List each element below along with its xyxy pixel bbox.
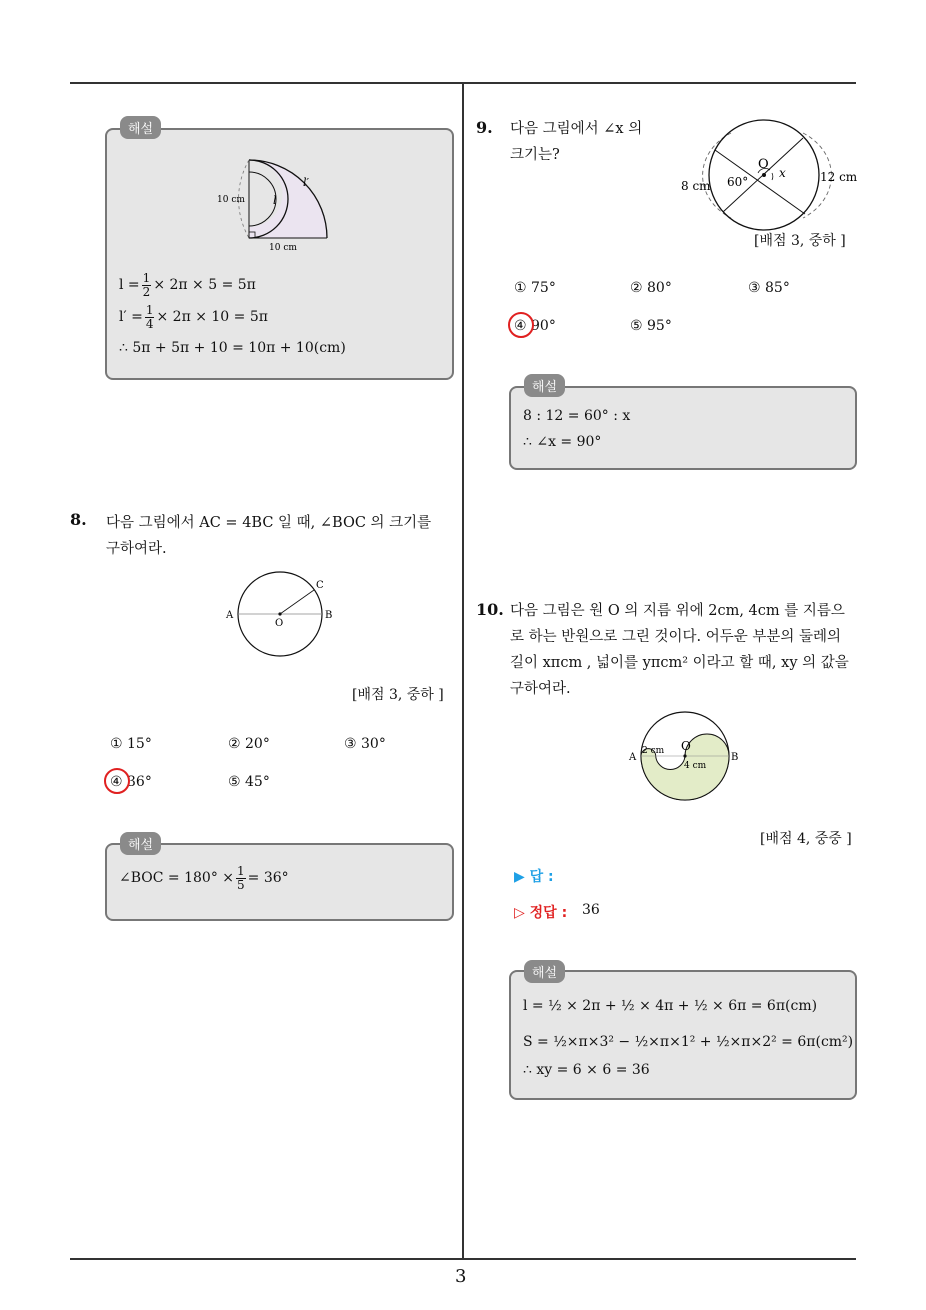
q9-label-left: 8 cm <box>681 179 711 193</box>
q8-label-C: C <box>316 580 324 591</box>
q8-choice-5[interactable]: ⑤ 45° <box>228 774 270 790</box>
q7-formula-1: l = $\frac{1}{2}$ × 2π × 5 = 5π <box>119 271 256 299</box>
q10-points: [배점 4, 중중 ] <box>760 831 852 847</box>
q8-label-O: O <box>275 618 284 629</box>
q10-correct-value: 36 <box>582 902 600 918</box>
q9-formula-2: ∴ ∠x = 90° <box>523 434 602 450</box>
q10-formula-2: S = ½×π×3² − ½×π×1² + ½×π×2² = 6π(cm²) <box>523 1034 854 1050</box>
q7-label-l-prime: l′ <box>303 176 310 189</box>
column-divider <box>462 84 464 1258</box>
q8-explanation-box <box>105 843 454 921</box>
q10-text-line3: 길이 xπcm , 넓이를 yπcm² 이라고 할 때, xy 의 값을 <box>510 655 849 671</box>
q9-formula-1: 8 : 12 = 60° : x <box>523 408 631 424</box>
q9-points: [배점 3, 중하 ] <box>754 233 846 249</box>
q10-label-B: B <box>731 752 739 763</box>
q8-text-line1: 다음 그림에서 AC = 4BC 일 때, ∠BOC 의 크기를 <box>106 515 432 531</box>
q7-semicircle-inner <box>249 172 276 226</box>
q8-text-line2: 구하여라. <box>106 541 167 557</box>
q8-choice-2[interactable]: ② 20° <box>228 736 270 752</box>
q8-choice-3[interactable]: ③ 30° <box>344 736 386 752</box>
q8-choice-1[interactable]: ① 15° <box>110 736 152 752</box>
q7-explanation-tag: 해설 <box>120 116 161 139</box>
q10-text-line1: 다음 그림은 원 O 의 지름 위에 2cm, 4cm 를 지름으 <box>510 603 845 619</box>
q10-explanation-box <box>509 970 857 1100</box>
q10-yin-yang-figure <box>626 708 766 808</box>
q8-points: [배점 3, 중하 ] <box>352 687 444 703</box>
q10-explanation-tag: 해설 <box>524 960 565 983</box>
q9-text-line2: 크기는? <box>510 147 560 163</box>
q8-number: 8. <box>70 510 87 529</box>
q10-correct-label: ▷ 정답 : <box>514 905 568 921</box>
q8-circle-figure <box>222 568 342 668</box>
q7-label-l: l <box>273 194 277 207</box>
q8-label-B: B <box>325 610 333 621</box>
q9-choice-4[interactable]: ④ 90° <box>514 318 556 334</box>
q9-choice-1[interactable]: ① 75° <box>514 280 556 296</box>
q8-choice-4[interactable]: ④ 36° <box>110 774 152 790</box>
q9-text-line1: 다음 그림에서 ∠x 의 <box>510 121 643 137</box>
q7-formula-2: l′ = $\frac{1}{4}$ × 2π × 10 = 5π <box>119 303 268 331</box>
q7-quarter-circle-figure <box>217 150 357 260</box>
q10-answer-label: ▶ 답 : <box>514 869 554 885</box>
q7-label-bottom: 10 cm <box>269 243 297 253</box>
q9-choice-3[interactable]: ③ 85° <box>748 280 790 296</box>
q9-choice-5[interactable]: ⑤ 95° <box>630 318 672 334</box>
q10-text-line4: 구하여라. <box>510 681 571 697</box>
q10-label-A: A <box>629 752 637 763</box>
q9-selected-mark <box>508 312 534 338</box>
q9-explanation-box <box>509 386 857 470</box>
q8-selected-mark <box>104 768 130 794</box>
q9-explanation-tag: 해설 <box>524 374 565 397</box>
q9-number: 9. <box>476 118 493 137</box>
q7-conclusion: ∴ 5π + 5π + 10 = 10π + 10(cm) <box>119 340 346 356</box>
q8-formula: ∠BOC = 180° × $\frac{1}{5}$ = 36° <box>119 864 289 892</box>
q10-label-small: 2 cm <box>642 746 665 756</box>
bottom-rule <box>70 1258 856 1260</box>
q7-label-left: 10 cm <box>217 195 245 205</box>
q10-text-line2: 로 하는 반원으로 그린 것이다. 어두운 부분의 둘레의 <box>510 629 842 645</box>
q10-number: 10. <box>476 600 504 619</box>
q9-label-angle: 60° <box>727 175 749 189</box>
q7-explanation-box <box>105 128 454 380</box>
q9-choice-2[interactable]: ② 80° <box>630 280 672 296</box>
q9-label-right: 12 cm <box>820 170 858 184</box>
q8-label-A: A <box>226 610 234 621</box>
q8-explanation-tag: 해설 <box>120 832 161 855</box>
q10-label-large: 4 cm <box>684 761 707 771</box>
q9-label-x: x <box>779 166 786 180</box>
q9-circle-figure <box>675 118 865 238</box>
q9-label-O: O <box>758 157 769 172</box>
page-number: 3 <box>455 1266 467 1287</box>
q10-formula-1: l = ½ × 2π + ½ × 4π + ½ × 6π = 6π(cm) <box>523 998 818 1014</box>
q10-label-O: O <box>681 739 691 753</box>
q10-conclusion: ∴ xy = 6 × 6 = 36 <box>523 1062 650 1078</box>
